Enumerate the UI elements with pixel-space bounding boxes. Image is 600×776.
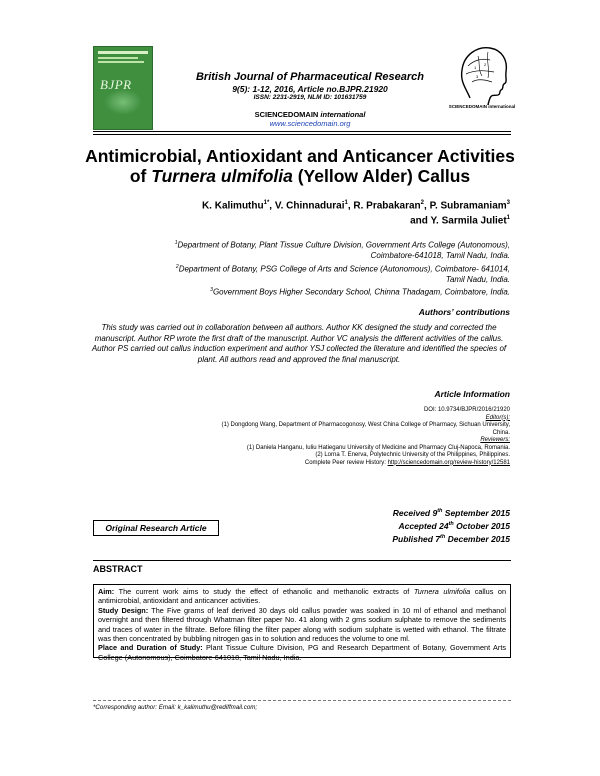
corresponding-author-footnote: *Corresponding author: Email: k_kalimuthu@rediffmail.com;	[93, 704, 258, 711]
svg-text:3: 3	[476, 74, 479, 79]
reviewer-entry: (2) Lorna T. Enerva, Polytechnic University of the Philippines, Philippines.	[315, 452, 510, 458]
author-list: K. Kalimuthu$^{1*}$, V. Chinnadurai$^1$, R. Prabakaran$^2$, P. Subramaniam$^3$ and Y. Sarmila Juliet$^1$	[201, 200, 510, 227]
contributions-heading: Authors’ contributions	[418, 307, 510, 317]
received-date: Received 9th September 2015	[392, 507, 510, 518]
journal-cover-logo: BJPR	[100, 77, 132, 92]
doi: DOI: 10.9734/BJPR/2016/21920	[423, 407, 510, 413]
contributions-text: This study was carried out in collaboration between all authors. Author KK designed the study and corrected the manuscript. Author RP wrote the first draft of the manuscript. Author VC analysis the different activities of the callus. Author PS carried out callus induction experiment and author YSJ collected the literature and identified the species of plant. All authors read and approved the final manuscript.	[91, 323, 507, 364]
issue-line: 9(5): 1-12, 2016, Article no.BJPR.21920	[232, 84, 388, 94]
reviewers-label: Reviewers:	[480, 437, 510, 443]
publication-dates	[330, 506, 510, 544]
abstract-heading: ABSTRACT	[93, 564, 143, 574]
header-rule-top	[93, 131, 511, 132]
journal-cover-image	[93, 46, 153, 130]
article-title: Antimicrobial, Antioxidant and Anticancer Activities of Turnera ulmifolia (Yellow Alder) Callus	[85, 146, 515, 186]
header-rule-bottom	[93, 134, 511, 135]
editors-label: Editor(s):	[485, 414, 510, 421]
issn-line: ISSN: 2231-2919, NLM ID: 101631759	[253, 94, 367, 101]
head-profile-icon	[452, 42, 512, 106]
accepted-date: Accepted 24th October 2015	[398, 520, 510, 531]
abstract-box: Aim: The current work aims to study the effect of ethanolic and methanolic extracts of Turnera ulmifolia callus on antimicrobial, antioxidant and anticancer activities. Study Design: The Five grams of leaf derived 30 days old callus powder was soaked in 10 ml of ethanol and methanol overnight and then filtered through Whatman filter paper No. 41 along with 2 gms sodium sulphate to remove the sediments and traces of water in the filtrate. Before filling the filter paper along with sodium sulphate is wetted with ethanol. The filtrate was then concentrated by bubbling nitrogen gas in to solution and reduces the volume to one ml. Place and Duration of Study: Plant Tissue Culture Division, PG and Research Department of Botany, Government Arts College (Autonomous), Coimbatore-641018, Tamil Nadu, India.	[93, 584, 511, 658]
article-info-block	[120, 407, 510, 467]
journal-name: British Journal of Pharmaceutical Research	[195, 71, 425, 83]
reviewer-entry: (1) Daniela Hanganu, Iuliu Hatieganu University of Medicine and Pharmacy Cluj-Napoca, Romania.	[246, 444, 510, 451]
svg-text:1: 1	[474, 65, 477, 70]
website-link[interactable]: www.sciencedomain.org	[269, 119, 351, 128]
review-history: Complete Peer review History: http://sciencedomain.org/review-history/12581	[304, 459, 510, 466]
abstract-rule	[93, 560, 511, 561]
publisher-name: SCIENCEDOMAIN international	[254, 110, 366, 119]
editor-entry-cont: China.	[492, 429, 510, 436]
article-type-badge: Original Research Article	[93, 520, 219, 536]
editor-entry: (1) Dongdong Wang, Department of Pharmacogonosy, West China College of Pharmacy, Sichuan University,	[221, 422, 510, 428]
article-info-heading: Article Information	[434, 389, 510, 399]
published-date: Published 7th December 2015	[392, 533, 510, 544]
footnote-rule	[93, 700, 511, 701]
svg-text:2: 2	[484, 62, 487, 67]
publisher-logo-caption: SCIENCEDOMAIN international	[448, 104, 516, 109]
affiliations: $^1$Department of Botany, Plant Tissue Culture Division, Government Arts College (Autonomous), Coimbatore-641018, Tamil Nadu, India. $^2$Department of Botany, PSG College of Arts and Science (Autonomous), Coimbatore- 641014, Tamil Nadu, India. $^3$Government Boys Higher Secondary School, Chinna Thadagam, Coimbatore, India.	[174, 240, 510, 297]
review-history-link[interactable]: http://sciencedomain.org/review-history/12581	[387, 459, 510, 466]
